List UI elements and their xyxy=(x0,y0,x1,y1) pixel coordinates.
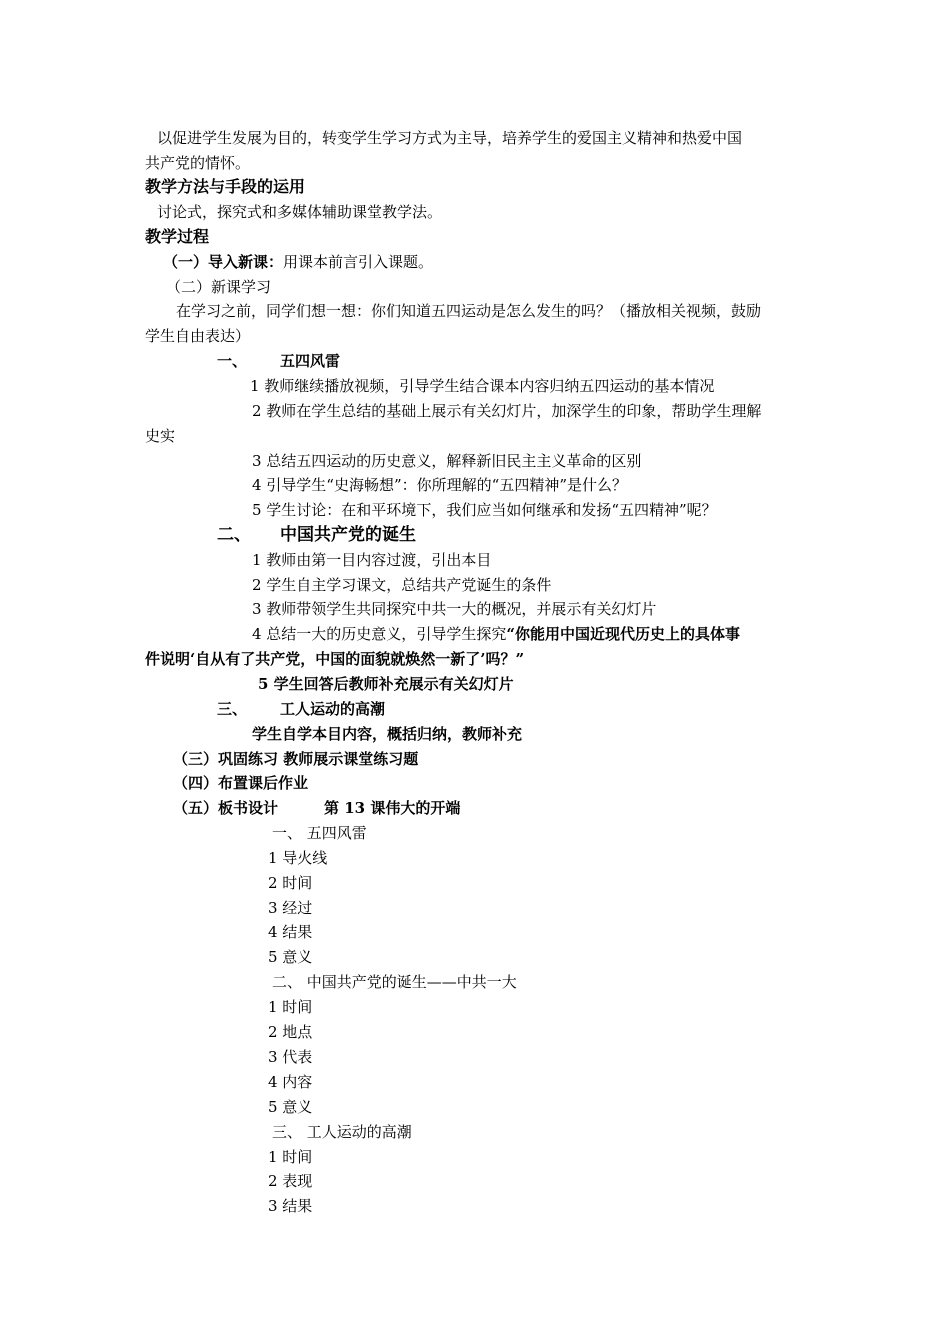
process-heading: 教学过程 xyxy=(145,227,210,246)
section2-num: 二、 xyxy=(217,525,251,545)
section2-title: 中国共产党的诞生 xyxy=(280,525,416,545)
section1-title: 五四风雷 xyxy=(280,352,341,370)
question-line-1: 在学习之前，同学们想一想：你们知道五四运动是怎么发生的吗？（播放相关视频，鼓励 xyxy=(176,302,762,320)
part4-line: （四）布置课后作业 xyxy=(173,774,309,792)
section2-item4-bold: “你能用中国近现代历史上的具体事 xyxy=(506,625,740,643)
part1-line xyxy=(163,252,433,272)
board-s1-item: 1 导火线 xyxy=(268,849,328,867)
section2-item4 xyxy=(252,624,740,644)
part1-label: （一）导入新课： xyxy=(163,253,284,271)
section1-item5: 5 学生讨论：在和平环境下，我们应当如何继承和发扬“五四精神”呢？ xyxy=(252,501,717,519)
board-s1-item: 4 结果 xyxy=(268,923,313,941)
board-section1-title: 一、 五四风雷 xyxy=(272,824,367,842)
part5-label: （五）板书设计 xyxy=(173,799,279,817)
section1-item3: 3 总结五四运动的历史意义，解释新旧民主主义革命的区别 xyxy=(252,452,642,470)
intro-line-2: 共产党的情怀。 xyxy=(145,154,251,172)
section1-item1: 1 教师继续播放视频，引导学生结合课本内容归纳五四运动的基本情况 xyxy=(250,377,715,395)
board-s3-item: 2 表现 xyxy=(268,1172,313,1190)
board-s2-item: 1 时间 xyxy=(268,998,313,1016)
section2-item2: 2 学生自主学习课文，总结共产党诞生的条件 xyxy=(252,576,552,594)
methods-heading: 教学方法与手段的运用 xyxy=(145,177,306,196)
board-s3-item: 3 结果 xyxy=(268,1197,313,1215)
section1-num: 一、 xyxy=(217,352,248,370)
intro-line-1: 以促进学生发展为目的，转变学生学习方式为主导，培养学生的爱国主义精神和热爱中国 xyxy=(157,129,743,147)
section2-item4-plain: 4 总结一大的历史意义，引导学生探究 xyxy=(252,625,507,643)
section2-item3: 3 教师带领学生共同探究中共一大的概况，并展示有关幻灯片 xyxy=(252,600,657,618)
board-s1-item: 5 意义 xyxy=(268,948,313,966)
section1-item2-line1: 2 教师在学生总结的基础上展示有关幻灯片，加深学生的印象，帮助学生理解 xyxy=(252,402,762,420)
board-s2-item: 5 意义 xyxy=(268,1098,313,1116)
board-s2-item: 2 地点 xyxy=(268,1023,313,1041)
part2-label: （二）新课学习 xyxy=(166,278,272,296)
board-s1-item: 3 经过 xyxy=(268,899,313,917)
board-section2-title: 二、 中国共产党的诞生——中共一大 xyxy=(272,973,517,991)
board-s2-item: 3 代表 xyxy=(268,1048,313,1066)
methods-text: 讨论式，探究式和多媒体辅助课堂教学法。 xyxy=(157,203,443,221)
board-s3-item: 1 时间 xyxy=(268,1148,313,1166)
board-s2-item: 4 内容 xyxy=(268,1073,313,1091)
part3-line: （三）巩固练习 教师展示课堂练习题 xyxy=(173,750,419,768)
section3-num: 三、 xyxy=(217,700,248,718)
part2-heading xyxy=(166,277,271,297)
section1-item4: 4 引导学生“史海畅想”：你所理解的“五四精神”是什么？ xyxy=(252,476,627,494)
board-s1-item: 2 时间 xyxy=(268,874,313,892)
section2-item1: 1 教师由第一目内容过渡，引出本目 xyxy=(252,551,492,569)
section2-item5: 5 学生回答后教师补充展示有关幻灯片 xyxy=(258,675,514,693)
part1-text: 用课本前言引入课题。 xyxy=(283,253,434,271)
part5-title: 第 13 课伟大的开端 xyxy=(324,799,461,817)
section1-item2-line2: 史实 xyxy=(145,427,176,445)
section3-item1: 学生自学本目内容，概括归纳，教师补充 xyxy=(252,725,523,743)
question-line-2: 学生自由表达） xyxy=(145,327,251,345)
section2-item4-line2: 件说明‘自从有了共产党，中国的面貌就焕然一新了’吗？” xyxy=(145,650,525,668)
section3-title: 工人运动的高潮 xyxy=(280,700,386,718)
board-section3-title: 三、 工人运动的高潮 xyxy=(272,1123,412,1141)
